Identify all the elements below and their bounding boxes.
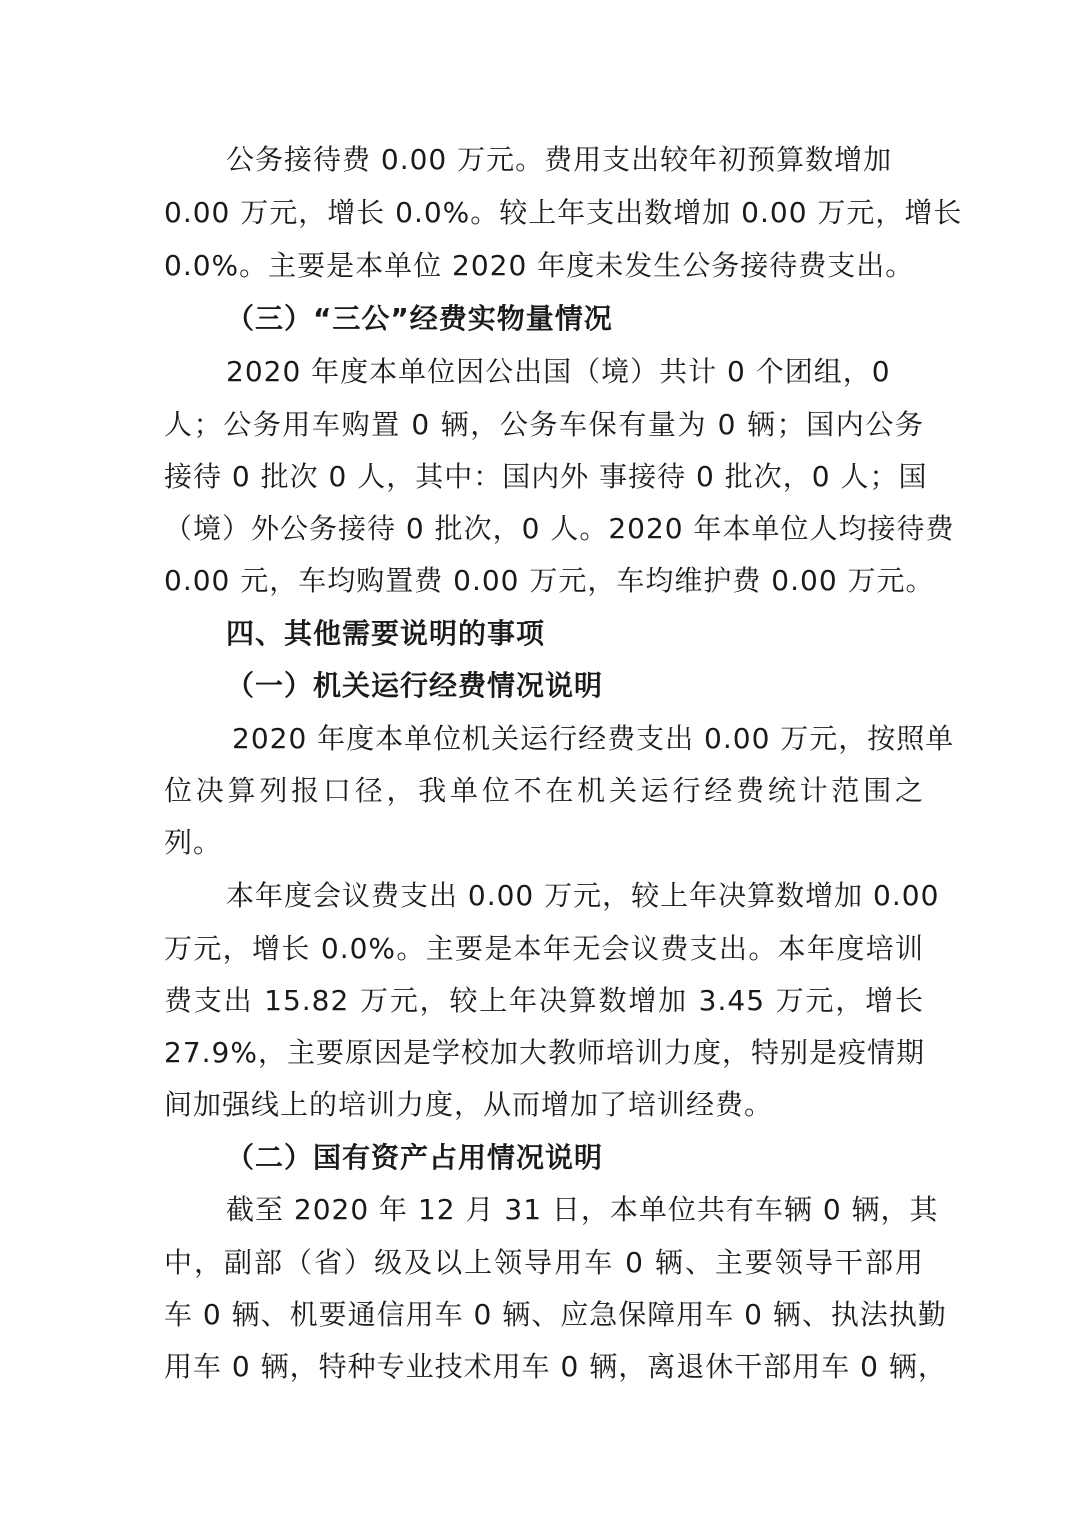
paragraph-line: 0.0%。主要是本单位 2020 年度未发生公务接待费支出。 bbox=[164, 249, 915, 282]
section-heading: （一）机关运行经费情况说明 bbox=[226, 669, 604, 702]
paragraph-line: 列。 bbox=[164, 826, 223, 859]
paragraph-line: 0.00 元，车均购置费 0.00 万元，车均维护费 0.00 万元。 bbox=[164, 564, 935, 597]
paragraph-line: 人；公务用车购置 0 辆，公务车保有量为 0 辆；国内公务 bbox=[164, 408, 924, 441]
paragraph-line: 费支出 15.82 万元，较上年决算数增加 3.45 万元，增长 bbox=[164, 984, 924, 1017]
paragraph-line: 2020 年度本单位机关运行经费支出 0.00 万元，按照单 bbox=[232, 722, 955, 755]
section-heading: 四、其他需要说明的事项 bbox=[226, 617, 546, 650]
paragraph-line: （境）外公务接待 0 批次，0 人。2020 年本单位人均接待费 bbox=[164, 512, 955, 545]
paragraph-line: 接待 0 批次 0 人，其中：国内外 事接待 0 批次，0 人；国 bbox=[164, 460, 928, 493]
paragraph-line: 27.9%，主要原因是学校加大教师培训力度，特别是疫情期 bbox=[164, 1036, 925, 1069]
paragraph-line: 位决算列报口径，我单位不在机关运行经费统计范围之 bbox=[164, 774, 924, 807]
paragraph-line: 本年度会议费支出 0.00 万元，较上年决算数增加 0.00 bbox=[226, 879, 940, 912]
paragraph-line: 公务接待费 0.00 万元。费用支出较年初预算数增加 bbox=[226, 143, 893, 176]
paragraph-line: 中，副部（省）级及以上领导用车 0 辆、主要领导干部用 bbox=[164, 1246, 924, 1279]
paragraph-line: 车 0 辆、机要通信用车 0 辆、应急保障用车 0 辆、执法执勤 bbox=[164, 1298, 947, 1331]
paragraph-line: 2020 年度本单位因公出国（境）共计 0 个团组，0 bbox=[226, 355, 891, 388]
section-heading: （二）国有资产占用情况说明 bbox=[226, 1141, 604, 1174]
paragraph-line: 用车 0 辆，特种专业技术用车 0 辆，离退休干部用车 0 辆， bbox=[164, 1350, 947, 1383]
paragraph-line: 0.00 万元，增长 0.0%。较上年支出数增加 0.00 万元，增长 bbox=[164, 196, 963, 229]
paragraph-line: 万元，增长 0.0%。主要是本年无会议费支出。本年度培训 bbox=[164, 932, 924, 965]
paragraph-line: 截至 2020 年 12 月 31 日，本单位共有车辆 0 辆，其 bbox=[226, 1193, 939, 1226]
paragraph-line: 间加强线上的培训力度，从而增加了培训经费。 bbox=[164, 1088, 774, 1121]
section-heading: （三）“三公”经费实物量情况 bbox=[226, 302, 613, 335]
